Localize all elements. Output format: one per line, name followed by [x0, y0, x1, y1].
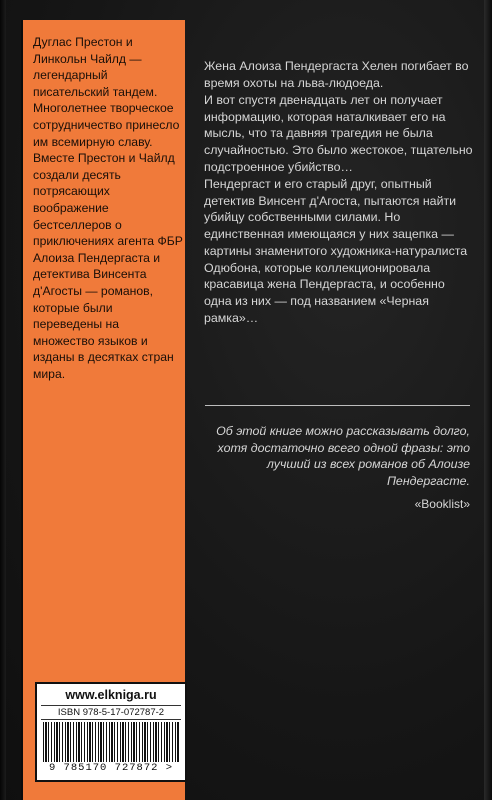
spine-edge — [0, 0, 6, 800]
blurb-paragraph-1: Жена Алоиза Пендергаста Хелен погибает во время охоты на льва-людоеда. — [204, 59, 469, 90]
isbn-text: ISBN 978-5-17-072787-2 — [41, 705, 181, 720]
review-quote: Об этой книге можно рассказывать долго, хотя достаточно всего одной фразы: это лучший из всех романов об Алоизе Пендергасте. — [216, 424, 470, 488]
review-source: «Booklist» — [414, 497, 470, 511]
barcode-label — [35, 682, 187, 782]
blurb-paragraph-2: И вот спустя двенадцать лет он получает информацию, которая наталкивает его на мысль, что та давняя трагедия не была случайностью. Это было жестокое, тщательно подстроенное убийство… — [204, 93, 473, 174]
author-bio-text: Дуглас Престон и Линкольн Чайлд — легендарный писательский тандем. Многолетнее творческое сотрудничество принесло им всемирную славу. Вместе Престон и Чайлд создали десять потрясающих воображение бестселлеров о приключениях агента ФБР Алоиза Пендергаста и детектива Винсента д'Агосты — романов, которые были переведены на множество языков и изданы в десятках стран мира. — [33, 35, 183, 381]
section-divider — [205, 405, 470, 406]
publisher-url[interactable]: www.elkniga.ru — [65, 688, 157, 702]
barcode-bars — [43, 722, 179, 762]
barcode-number: 9 785170 727872 > — [48, 762, 174, 774]
cover-right-edge — [484, 0, 492, 800]
blurb-paragraph-3: Пендергаст и его старый друг, опытный детектив Винсент д'Агоста, пытаются найти убийцу собственными силами. Но единственная имеющаяся у них зацепка — картины знаменитого художника-натуралиста Одюбона, которые коллекционировала красавица жена Пендергаста, и особенно одна из них — под названием «Черная рамка»… — [204, 177, 468, 325]
